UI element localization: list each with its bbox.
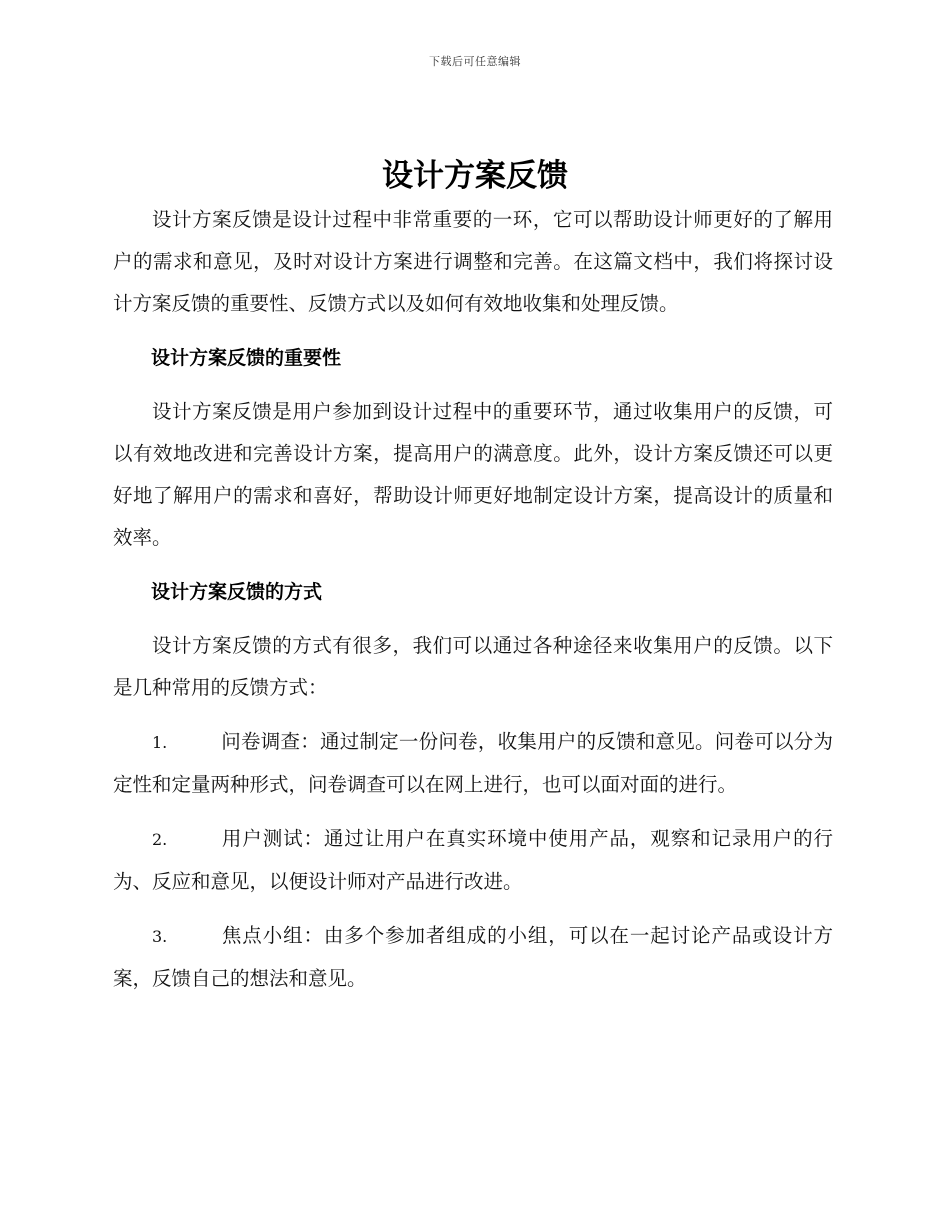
section-heading-importance: 设计方案反馈的重要性 (151, 347, 342, 369)
list-number: 2. (152, 830, 168, 849)
intro-paragraph: 设计方案反馈是设计过程中非常重要的一环，它可以帮助设计师更好的了解用户的需求和意见，及时对设计方案进行调整和完善。在这篇文档中，我们将探讨设计方案反馈的重要性、反馈方式以及如何有效地收集和处理反馈。 (113, 208, 833, 315)
list-item-text: 焦点小组：由多个参加者组成的小组，可以在一起讨论产品或设计方案，反馈自己的想法和意见。 (113, 924, 833, 990)
header-note: 下载后可任意编辑 (429, 55, 521, 68)
section-paragraph-methods: 设计方案反馈的方式有很多，我们可以通过各种途径来收集用户的反馈。以下是几种常用的反馈方式： (113, 634, 833, 699)
list-item-text: 问卷调查：通过制定一份问卷，收集用户的反馈和意见。问卷可以分为定性和定量两种形式，问卷调查可以在网上进行，也可以面对面的进行。 (113, 730, 833, 796)
list-number: 3. (152, 927, 168, 946)
document-title: 设计方案反馈 (382, 158, 568, 194)
document-body (113, 199, 833, 1012)
list-item-user-testing (113, 818, 833, 903)
list-item-focus-group (113, 915, 833, 1000)
section-paragraph-importance: 设计方案反馈是用户参加到设计过程中的重要环节，通过收集用户的反馈，可以有效地改进和完善设计方案，提高用户的满意度。此外，设计方案反馈还可以更好地了解用户的需求和喜好，帮助设计师更好地制定设计方案，提高设计的质量和效率。 (113, 400, 833, 549)
list-number: 1. (152, 733, 168, 752)
list-item-text: 用户测试：通过让用户在真实环境中使用产品，观察和记录用户的行为、反应和意见，以便设计师对产品进行改进。 (113, 827, 833, 893)
list-item-questionnaire (113, 721, 833, 806)
section-heading-methods: 设计方案反馈的方式 (151, 581, 323, 603)
